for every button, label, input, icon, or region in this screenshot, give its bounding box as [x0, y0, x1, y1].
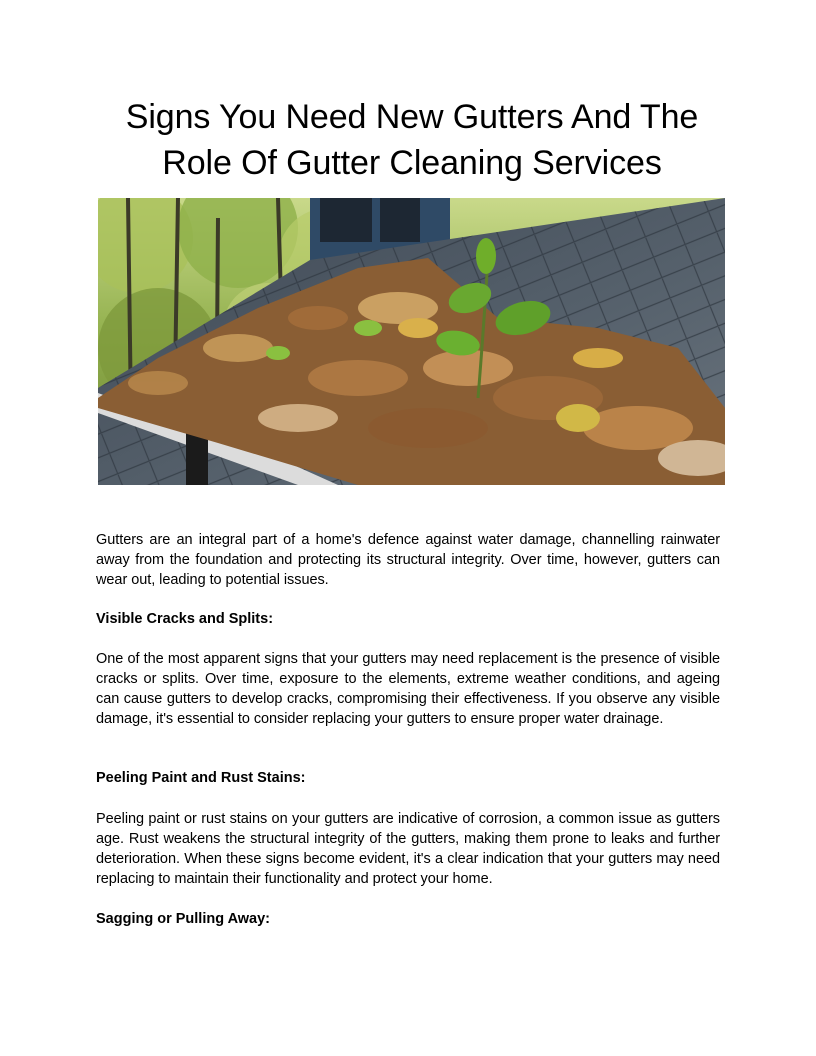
page-title: Signs You Need New Gutters And The Role Of Gutter Cleaning Services [125, 98, 699, 182]
section-heading: Visible Cracks and Splits: [96, 611, 274, 627]
hero-image [98, 198, 725, 485]
intro-paragraph: Gutters are an integral part of a home's defence against water damage, channelling rainwater away from the foundation and protecting its structural integrity. Over time, however, gutters can wear out, leading to potential issues. [96, 532, 720, 588]
photo-icon [98, 198, 725, 485]
section-paragraph: One of the most apparent signs that your gutters may need replacement is the presence of visible cracks or splits. Over time, exposure to the elements, extreme weather conditions, and ageing can cause gutters to develop cracks, compromising their effectiveness. If you observe any visible damage, it's essential to consider replacing your gutters to ensure proper water drainage. [96, 651, 720, 727]
section-paragraph: Peeling paint or rust stains on your gutters are indicative of corrosion, a common issue as gutters age. Rust weakens the structural integrity of the gutters, making them prone to leaks and further deterioration. When these signs become evident, it's a clear indication that your gutters may need replacing to maintain their functionality and protect your home. [96, 811, 720, 887]
section-heading: Peeling Paint and Rust Stains: [96, 770, 306, 786]
section-heading: Sagging or Pulling Away: [96, 911, 271, 927]
